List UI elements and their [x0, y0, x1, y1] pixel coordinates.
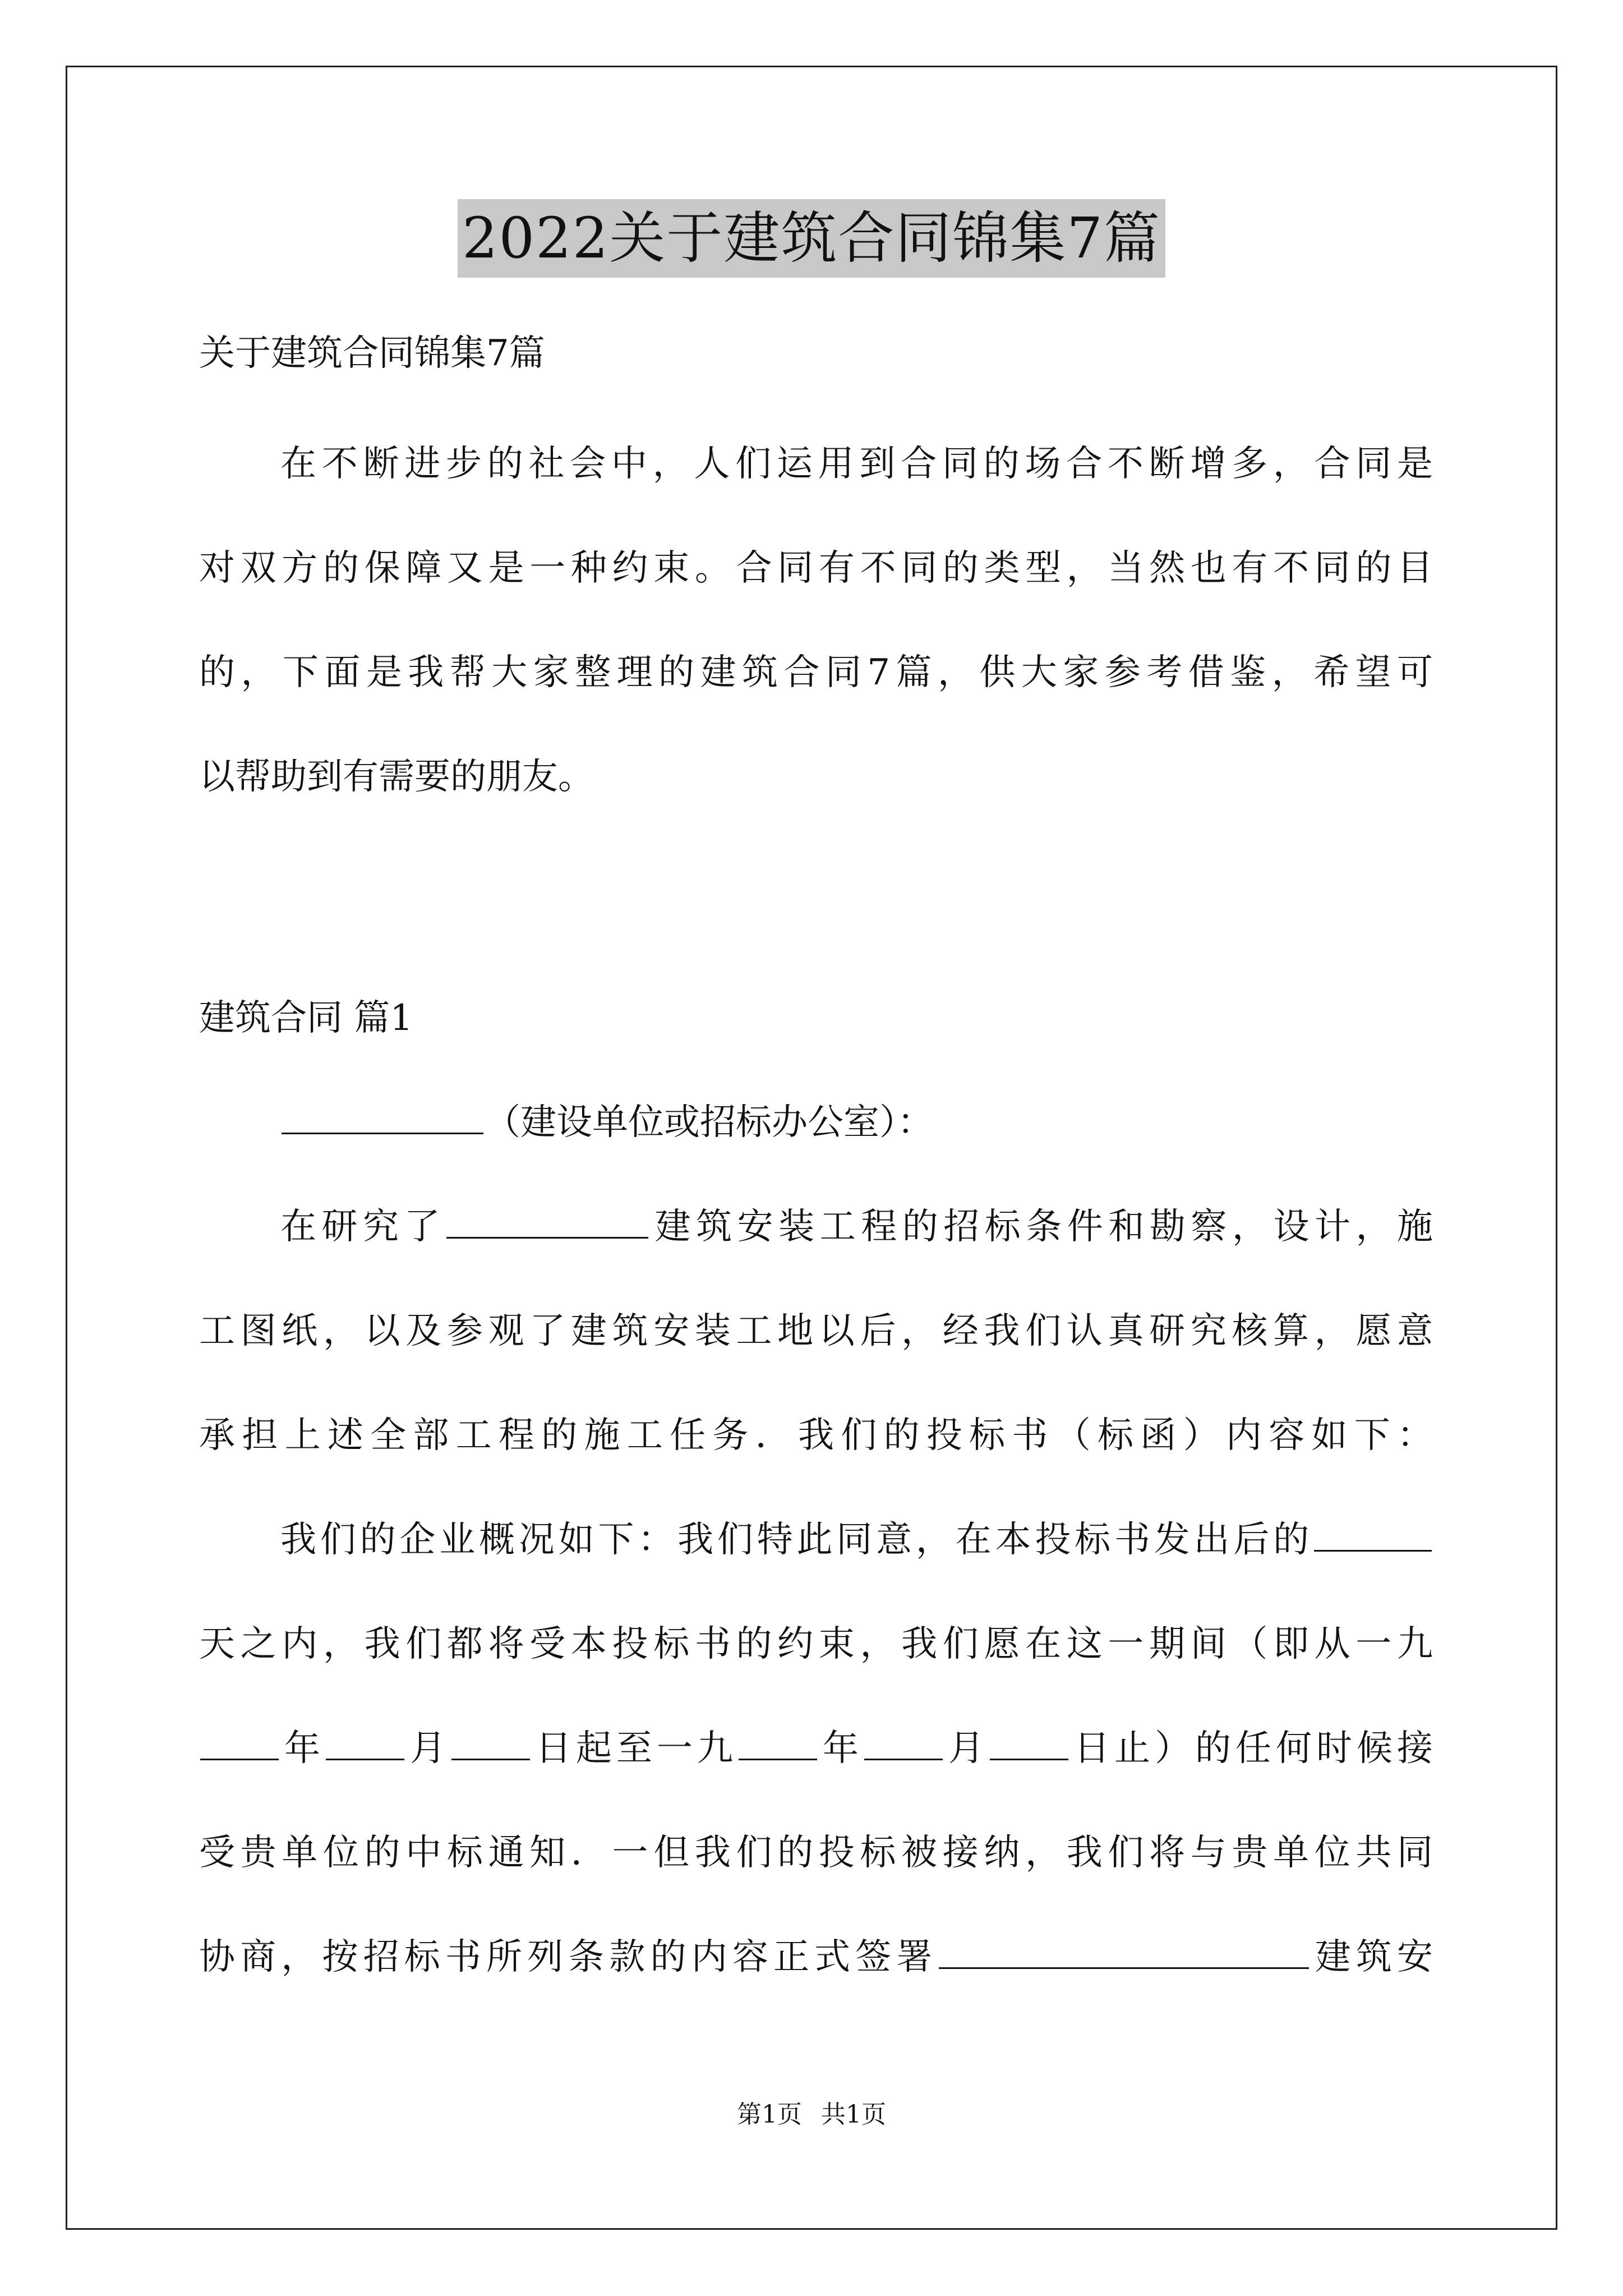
page-number: 第1页: [737, 2100, 802, 2129]
date-month-label: 月: [405, 1728, 450, 1769]
addressee-text: （建设单位或招标办公室）：: [485, 1102, 933, 1143]
page-total: 共1页: [821, 2100, 886, 2129]
paragraph2-line-3: [199, 1723, 1433, 1774]
paragraph1-line-1: [280, 1202, 1433, 1252]
paragraph2-line-5: [199, 1932, 1433, 1982]
p1-text-a: 在研究了: [280, 1206, 446, 1248]
title-container: [0, 199, 1623, 278]
date-from-label: 日起至一九: [531, 1728, 737, 1769]
blank-field: [200, 1724, 279, 1760]
blank-field: [864, 1724, 943, 1760]
section-heading: 建筑合同 篇1: [199, 997, 413, 1039]
blank-field: [1314, 1515, 1432, 1552]
page-footer: [0, 2098, 1623, 2132]
blank-field: [326, 1724, 404, 1760]
paragraph2-line-2: 天之内，我们都将受本投标书的约束，我们愿在这一期间（即从一九: [199, 1623, 1433, 1665]
date-year2-label: 年: [818, 1728, 863, 1769]
blank-field: [282, 1098, 483, 1134]
paragraph1-line-3: 承担上述全部工程的施工任务．我们的投标书（标函）内容如下：: [199, 1415, 1433, 1456]
paragraph2-line-1: [280, 1515, 1433, 1565]
p2-text-l5b: 建筑安: [1310, 1936, 1433, 1978]
p2-text-a: 我们的企业概况如下：我们特此同意，在本投标书发出后的: [280, 1519, 1313, 1561]
blank-field: [446, 1202, 648, 1239]
addressee-line: [280, 1097, 1433, 1148]
document-title: 2022关于建筑合同锦集7篇: [458, 199, 1165, 278]
intro-line-2: 对双方的保障又是一种约束。合同有不同的类型，当然也有不同的目: [199, 547, 1433, 589]
date-month2-label: 月: [944, 1728, 989, 1769]
document-subtitle: 关于建筑合同锦集7篇: [199, 333, 545, 374]
blank-field: [451, 1724, 530, 1760]
intro-line-3: 的，下面是我帮大家整理的建筑合同7篇，供大家参考借鉴，希望可: [199, 652, 1433, 693]
p1-text-b: 建筑安装工程的招标条件和勘察，设计，施: [649, 1206, 1433, 1248]
blank-field: [939, 1932, 1309, 1969]
p2-text-l5a: 协商，按招标书所列条款的内容正式签署: [199, 1936, 938, 1978]
paragraph1-line-2: 工图纸，以及参观了建筑安装工地以后，经我们认真研究核算，愿意: [199, 1310, 1433, 1352]
intro-line-4: 以帮助到有需要的朋友。: [199, 756, 594, 798]
blank-field: [739, 1724, 817, 1760]
page-border: [66, 66, 1557, 2230]
blank-field: [990, 1724, 1068, 1760]
intro-line-1: 在不断进步的社会中，人们运用到合同的场合不断增多，合同是: [280, 443, 1433, 485]
paragraph2-line-4: 受贵单位的中标通知．一但我们的投标被接纳，我们将与贵单位共同: [199, 1832, 1433, 1874]
date-to-label: 日止）的任何时候接: [1069, 1728, 1433, 1769]
date-year-label: 年: [280, 1728, 325, 1769]
